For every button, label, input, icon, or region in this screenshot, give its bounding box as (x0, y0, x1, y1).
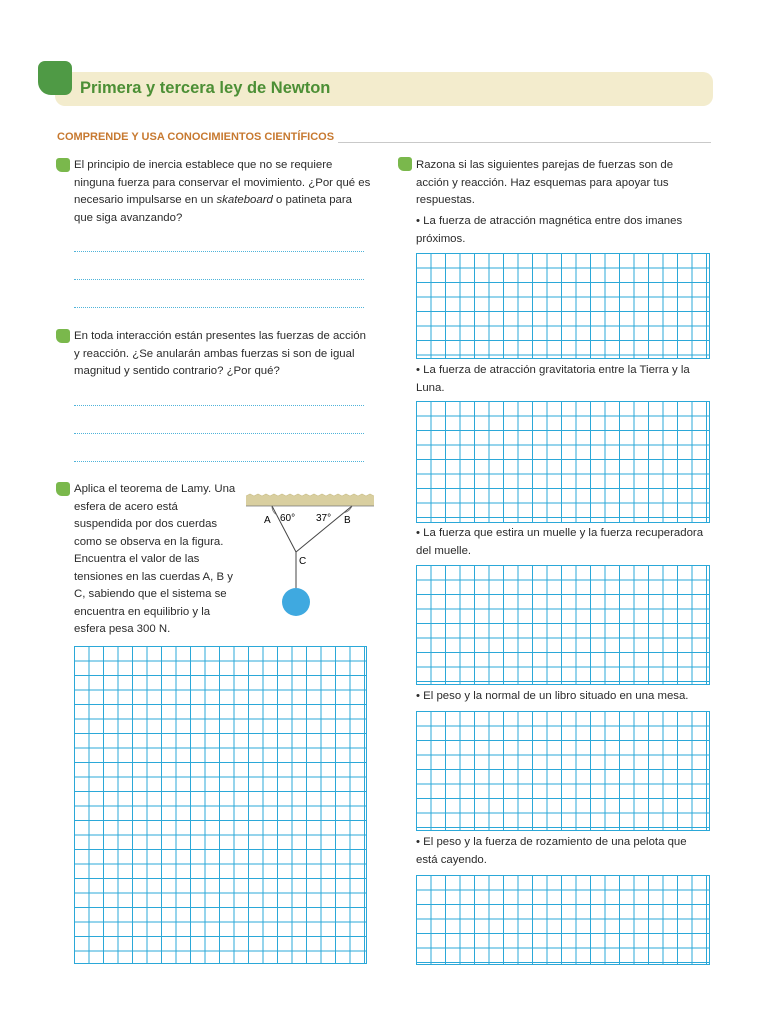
bullet-dot-icon: • (416, 364, 420, 376)
label-c: C (299, 556, 307, 567)
page-title: Primera y tercera ley de Newton (80, 79, 331, 97)
question-2: En toda interacción están presentes las fuerzas de acción y reacción. ¿Se anularán ambas fuerzas si son de igual magnitud y sentido contrario? ¿Por qué? (74, 330, 366, 377)
steel-sphere (282, 588, 310, 616)
question-3: Aplica el teorema de Lamy. Una esfera de acero está suspendida por dos cuerdas como se observa en la figura. Encuentra el valor de las tensiones en las cuerdas A, B y C, sabiendo que el sistema se encuentra en equilibrio y la esfera pesa 300 N. (74, 483, 236, 635)
answer-line[interactable] (74, 405, 364, 406)
answer-grid[interactable] (416, 401, 710, 523)
question-4: Razona si las siguientes parejas de fuerzas son de acción y reacción. Haz esquemas para apoyar tus respuestas. (416, 159, 674, 206)
section-heading-text: COMPRENDE Y USA CONOCIMIENTOS CIENTÍFICOS (57, 131, 335, 143)
answer-line[interactable] (74, 433, 364, 434)
section-heading (57, 131, 711, 143)
answer-grid[interactable] (416, 711, 710, 831)
question-1-text-b: o patineta para que siga avanzando? (74, 194, 352, 224)
list-item (416, 213, 706, 248)
answer-grid[interactable] (416, 875, 710, 965)
list-item-text: La fuerza de atracción gravitatoria entre la Tierra y la Luna. (416, 364, 690, 394)
answer-line[interactable] (74, 307, 364, 308)
list-item (416, 834, 706, 869)
answer-line[interactable] (74, 251, 364, 252)
title-tab-icon (38, 61, 72, 95)
question-1-italic: skateboard (216, 194, 273, 206)
ceiling (246, 496, 374, 506)
bullet-dot-icon: • (416, 215, 420, 227)
answer-grid[interactable] (416, 565, 710, 685)
label-a: A (264, 515, 271, 526)
angle-b: 37° (316, 513, 332, 524)
ceiling-texture (246, 494, 374, 496)
section-rule (338, 133, 711, 143)
list-item (416, 688, 706, 706)
list-item-text: La fuerza que estira un muelle y la fuerza recuperadora del muelle. (416, 527, 704, 557)
list-item (416, 525, 706, 560)
bullet-dot-icon: • (416, 527, 420, 539)
list-item-text: El peso y la fuerza de rozamiento de una pelota que está cayendo. (416, 836, 687, 866)
answer-line[interactable] (74, 461, 364, 462)
answer-grid[interactable] (416, 253, 710, 359)
angle-a: 60° (280, 513, 296, 524)
answer-grid[interactable] (74, 646, 367, 964)
question-bullet-icon (398, 157, 412, 171)
label-b: B (344, 515, 351, 526)
bullet-dot-icon: • (416, 836, 420, 848)
list-item-text: La fuerza de atracción magnética entre dos imanes próximos. (416, 215, 683, 245)
question-bullet-icon (56, 329, 70, 343)
question-1 (74, 157, 374, 227)
question-1-text-a: El principio de inercia establece que no se requiere ninguna fuerza para conservar el movimiento. ¿Por qué es necesario impulsarse en un (74, 159, 371, 206)
question-bullet-icon (56, 158, 70, 172)
list-item (416, 362, 706, 397)
list-item-text: El peso y la normal de un libro situado en una mesa. (423, 690, 689, 702)
bullet-dot-icon: • (416, 690, 420, 702)
answer-line[interactable] (74, 279, 364, 280)
question-bullet-icon (56, 482, 70, 496)
lamy-figure (240, 490, 380, 622)
